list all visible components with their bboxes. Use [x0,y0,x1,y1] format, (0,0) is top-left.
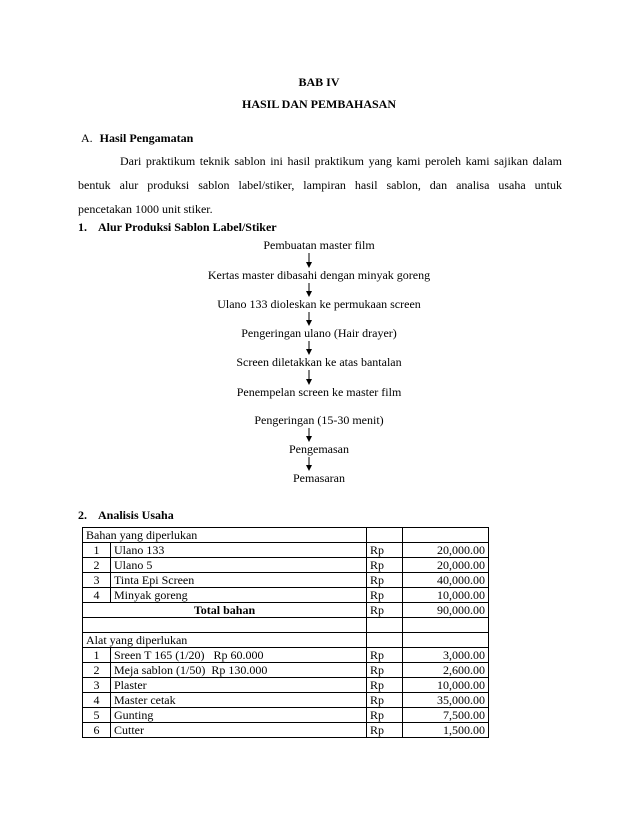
flow-step: Pengeringan ulano (Hair drayer) [241,326,397,340]
flow-step: Pembuatan master film [263,238,375,252]
flow-step: Pengeringan (15-30 menit) [254,413,384,427]
table-row [83,723,489,738]
section-a-paragraph [78,149,562,221]
row-currency: Rp [367,648,403,663]
row-currency: Rp [367,573,403,588]
row-no: 3 [83,678,111,693]
row-amount: 7,500.00 [403,708,489,723]
row-name: Ulano 5 [111,558,367,573]
paragraph-line: pencetakan 1000 unit stiker. [78,202,213,216]
table-row [83,663,489,678]
table-row [83,543,489,558]
total-currency: Rp [367,603,403,618]
row-amount: 1,500.00 [403,723,489,738]
section-1-title: Alur Produksi Sablon Label/Stiker [98,220,277,234]
row-amount: 20,000.00 [403,558,489,573]
spacer-row [83,618,489,633]
row-amount: 35,000.00 [403,693,489,708]
row-currency: Rp [367,678,403,693]
row-currency: Rp [367,543,403,558]
row-name: Meja sablon (1/50) Rp 130.000 [111,663,367,678]
row-no: 5 [83,708,111,723]
row-amount: 40,000.00 [403,573,489,588]
row-currency: Rp [367,693,403,708]
table-row [83,708,489,723]
flow-step: Penempelan screen ke master film [236,385,402,399]
table-row [83,573,489,588]
table-row [83,648,489,663]
row-name: Gunting [111,708,367,723]
bahan-header: Bahan yang diperlukan [83,528,367,543]
total-row [83,603,489,618]
chapter-title: HASIL DAN PEMBAHASAN [241,97,397,111]
row-no: 1 [83,543,111,558]
section-2-title: Analisis Usaha [98,508,174,522]
section-a-title: Hasil Pengamatan [99,131,194,145]
row-name: Sreen T 165 (1/20) Rp 60.000 [111,648,367,663]
row-currency: Rp [367,558,403,573]
flow-step: Kertas master dibasahi dengan minyak goreng [207,268,431,282]
row-amount: 3,000.00 [403,648,489,663]
row-name: Minyak goreng [111,588,367,603]
section-2-label: 2. [78,508,87,522]
total-amount: 90,000.00 [403,603,489,618]
chapter-heading: BAB IV [298,75,340,89]
row-no: 4 [83,588,111,603]
table-row [83,693,489,708]
row-amount: 20,000.00 [403,543,489,558]
table-row [83,588,489,603]
row-amount: 10,000.00 [403,588,489,603]
flow-step: Screen diletakkan ke atas bantalan [236,355,402,369]
row-currency: Rp [367,588,403,603]
row-no: 2 [83,663,111,678]
flow-step: Ulano 133 dioleskan ke permukaan screen [217,297,421,311]
analysis-table [82,527,489,738]
table-row [83,558,489,573]
section-1-heading [78,220,277,235]
row-currency: Rp [367,663,403,678]
table-row [83,678,489,693]
paragraph-line: Dari praktikum teknik sablon ini hasil praktikum yang kami peroleh kami sajikan dalam [120,154,562,168]
row-currency: Rp [367,708,403,723]
row-no: 3 [83,573,111,588]
alat-header: Alat yang diperlukan [83,633,367,648]
row-name: Master cetak [111,693,367,708]
section-a-label: A. [81,131,93,145]
section-2-heading [78,508,174,523]
paragraph-line: bentuk alur produksi sablon label/stiker, lampiran hasil sablon, dan analisa usaha untuk [78,178,562,192]
row-no: 4 [83,693,111,708]
row-name: Cutter [111,723,367,738]
row-name: Plaster [111,678,367,693]
row-no: 2 [83,558,111,573]
row-amount: 2,600.00 [403,663,489,678]
section-1-label: 1. [78,220,87,234]
flow-step: Pemasaran [293,471,345,485]
total-label: Total bahan [83,603,367,618]
row-no: 1 [83,648,111,663]
section-a-heading [81,131,193,146]
row-currency: Rp [367,723,403,738]
row-amount: 10,000.00 [403,678,489,693]
row-name: Tinta Epi Screen [111,573,367,588]
row-no: 6 [83,723,111,738]
flow-step: Pengemasan [289,442,349,456]
row-name: Ulano 133 [111,543,367,558]
